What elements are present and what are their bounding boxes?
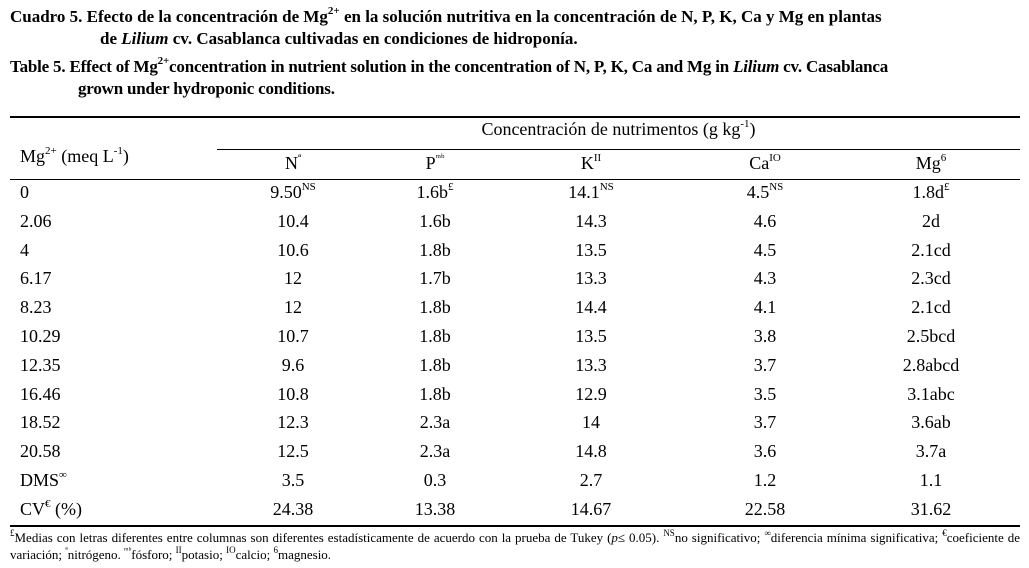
fn-sym-8: IO — [226, 544, 236, 555]
table-cell — [218, 268, 368, 289]
fn-sym-9: 6 — [273, 544, 278, 555]
cell-value: 10.4 — [277, 210, 309, 231]
cell-value: 3.6 — [753, 441, 777, 462]
table-cell — [690, 470, 840, 491]
table-cell — [690, 499, 840, 520]
table-cell — [516, 211, 666, 232]
cell-value: 3.5 — [281, 470, 305, 490]
group-header-sup: -1 — [740, 118, 750, 130]
caption-en-sup: 2+ — [157, 55, 170, 68]
table-cell — [690, 326, 840, 347]
cell-value: 14.3 — [575, 210, 607, 231]
group-header-text: Concentración de nutrimentos (g kg — [481, 119, 741, 139]
header-bottom-rule — [10, 179, 1020, 180]
cell-value: 10.7 — [277, 326, 309, 346]
table-cell — [690, 355, 840, 376]
column-header-sup: II — [593, 152, 602, 164]
fn-text-4: coeficiente de variación; — [10, 530, 1020, 562]
caption-en-lead: Table 5. Effect of Mg — [10, 57, 158, 76]
column-header-label: N — [284, 153, 298, 173]
cell-value: 10.6 — [277, 239, 309, 260]
table-cell — [856, 268, 1006, 289]
cell-value: 14.67 — [570, 498, 612, 519]
column-header-k — [516, 153, 666, 174]
cell-value: 24.38 — [272, 498, 314, 519]
table-bottom-rule — [10, 525, 1020, 527]
column-header-sup: IO — [769, 152, 781, 164]
cell-value: 2.1cd — [911, 297, 951, 318]
table-cell — [360, 499, 510, 520]
cell-value: 12.9 — [575, 383, 607, 404]
row-label-text: 20.58 — [20, 441, 61, 462]
cell-value: 14.4 — [575, 297, 607, 318]
cell-value: 3.7 — [753, 412, 777, 433]
row-label — [20, 268, 52, 289]
column-header-n — [218, 153, 368, 174]
table-cell — [856, 182, 1006, 203]
table-cell — [856, 470, 1006, 491]
row-label-text: 12.35 — [20, 354, 61, 375]
cell-value: 3.7 — [753, 354, 777, 375]
table-cell — [856, 499, 1006, 520]
cell-value: 10.8 — [277, 383, 309, 404]
footnote — [10, 529, 1020, 563]
fn-text-6: fósforo; — [131, 547, 176, 562]
caption-es-lead: Cuadro 5. Efecto de la concentración de Mg — [10, 7, 328, 26]
table-cell — [690, 240, 840, 261]
caption-en-rest: concentration in nutrient solution in the concentration of N, P, K, Ca and Mg in — [169, 57, 734, 76]
row-label-text: 2.06 — [20, 210, 52, 231]
cell-value: 31.62 — [910, 498, 952, 519]
fn-text-1b: ≤ 0.05). — [617, 530, 664, 545]
table-cell — [218, 240, 368, 261]
table-cell — [360, 297, 510, 318]
row-label — [20, 182, 29, 203]
group-header-rule — [217, 149, 1020, 150]
row-label-sup: ∞ — [59, 469, 67, 481]
cell-value: 3.7a — [915, 441, 947, 462]
table-cell — [516, 240, 666, 261]
column-header-label: K — [580, 153, 594, 173]
table-cell — [690, 182, 840, 203]
cell-value: 2.3a — [419, 412, 451, 433]
cell-value: 0.3 — [423, 470, 447, 490]
table-cell — [690, 412, 840, 433]
row-header-sup: 2+ — [45, 145, 57, 157]
table-cell — [218, 297, 368, 318]
cell-value: 13.5 — [575, 239, 607, 260]
table-cell — [218, 384, 368, 405]
cell-value: 13.38 — [414, 498, 456, 519]
caption-es-rest: en la solución nutritiva en la concentración de N, P, K, Ca y Mg en plantas — [339, 7, 882, 26]
table-cell — [856, 297, 1006, 318]
cell-value: 2.3a — [419, 441, 451, 462]
cell-value: 2.1cd — [911, 239, 951, 260]
caption-en-post: cv. Casablanca — [779, 57, 889, 76]
table-cell — [856, 211, 1006, 232]
cell-sup: NS — [301, 181, 316, 193]
table-cell — [856, 412, 1006, 433]
cell-value: 1.8b — [419, 239, 451, 260]
cell-value: 4.5 — [746, 182, 770, 202]
table-cell — [856, 326, 1006, 347]
cell-value: 2.8abcd — [902, 354, 960, 375]
table-cell — [690, 297, 840, 318]
table-cell — [360, 326, 510, 347]
table-cell — [516, 412, 666, 433]
table-cell — [516, 297, 666, 318]
fn-sym-2: NS — [663, 527, 675, 538]
table-cell — [516, 470, 666, 491]
row-label — [20, 470, 67, 491]
table-cell — [360, 182, 510, 203]
table-top-rule — [10, 116, 1020, 118]
table-cell — [516, 268, 666, 289]
row-label — [20, 499, 82, 520]
table-cell — [360, 211, 510, 232]
cell-value: 12 — [284, 268, 302, 289]
cell-value: 1.8b — [419, 354, 451, 375]
table-cell — [516, 499, 666, 520]
row-header-end: ) — [122, 146, 129, 166]
table-cell — [360, 355, 510, 376]
table-cell — [516, 384, 666, 405]
row-label — [20, 297, 52, 318]
row-label-text: 4 — [20, 239, 29, 260]
row-header-unit-sup: -1 — [113, 145, 123, 157]
table-cell — [516, 441, 666, 462]
cell-value: 1.8d — [912, 182, 944, 202]
caption-spanish — [10, 6, 1020, 50]
table-cell — [360, 268, 510, 289]
fn-text-8: calcio; — [235, 547, 274, 562]
caption-es-genus: Lilium — [121, 29, 169, 48]
row-label — [20, 384, 61, 405]
row-label-text: 16.46 — [20, 383, 61, 404]
row-label — [20, 211, 52, 232]
caption-en-line2: grown under hydroponic conditions. — [78, 79, 335, 98]
caption-es-line2-post: cv. Casablanca cultivadas en condiciones de hidroponía. — [168, 29, 578, 48]
row-label-text: 10.29 — [20, 326, 61, 346]
table-cell — [690, 268, 840, 289]
fn-sym-6: ᵐᵇ — [124, 544, 132, 555]
table-cell — [360, 441, 510, 462]
cell-value: 1.1 — [919, 470, 943, 490]
cell-value: 3.6ab — [911, 412, 951, 433]
row-label — [20, 355, 61, 376]
row-label — [20, 326, 61, 347]
column-header-label: Ca — [749, 153, 770, 173]
column-header-sup: 6 — [940, 152, 947, 164]
cell-value: 1.6b — [419, 210, 451, 231]
fn-sym-3: ∞ — [764, 527, 771, 538]
cell-value: 14.8 — [575, 441, 607, 462]
cell-value: 4.1 — [753, 297, 777, 318]
table-cell — [218, 211, 368, 232]
cell-value: 9.6 — [281, 354, 305, 375]
caption-en-genus: Lilium — [733, 57, 780, 76]
cell-value: 22.58 — [744, 498, 786, 519]
cell-value: 2.5bcd — [906, 326, 956, 346]
row-label-post: (%) — [50, 498, 82, 519]
cell-value: 1.7b — [419, 268, 451, 289]
table-cell — [218, 470, 368, 491]
table-cell — [856, 441, 1006, 462]
table-cell — [690, 211, 840, 232]
cell-value: 4.5 — [753, 239, 777, 260]
table-cell — [690, 384, 840, 405]
table-cell — [218, 412, 368, 433]
cell-value: 13.3 — [575, 268, 607, 289]
column-header-sup: ª — [297, 152, 302, 164]
cell-value: 1.8b — [419, 297, 451, 318]
fn-sym-4: € — [942, 527, 947, 538]
cell-value: 4.6 — [753, 210, 777, 231]
fn-text-3: diferencia mínima significativa; — [770, 530, 943, 545]
cell-sup: £ — [944, 181, 950, 193]
table-cell — [218, 355, 368, 376]
fn-text-1: Medias con letras diferentes entre columnas son diferentes estadísticamente de acuerdo con la prueba de Tukey ( — [14, 530, 612, 545]
fn-text-9: magnesio. — [277, 547, 332, 562]
column-header-sup: ᵐᵇ — [435, 152, 445, 164]
cell-value: 14.1 — [568, 182, 600, 202]
cell-value: 1.6b — [416, 182, 448, 202]
row-label-text: 18.52 — [20, 412, 61, 433]
cell-value: 13.5 — [575, 326, 607, 346]
row-header-text: Mg — [20, 146, 46, 166]
cell-value: 1.8b — [419, 383, 451, 404]
fn-sym-5: ª — [65, 544, 68, 555]
cell-value: 2d — [922, 210, 940, 231]
cell-sup: £ — [448, 181, 454, 193]
fn-p: p — [611, 530, 618, 545]
cell-value: 3.8 — [753, 326, 777, 346]
cell-value: 12.5 — [277, 441, 309, 462]
row-label — [20, 441, 61, 462]
fn-text-5: nitrógeno. — [67, 547, 125, 562]
cell-value: 1.2 — [753, 470, 777, 490]
row-header — [20, 146, 129, 167]
cell-sup: NS — [769, 181, 784, 193]
column-header-label: P — [425, 153, 436, 173]
cell-value: 2.7 — [579, 470, 603, 490]
table-cell — [516, 182, 666, 203]
cell-sup: NS — [599, 181, 614, 193]
caption-es-line2 — [10, 28, 1020, 50]
cell-value: 9.50 — [270, 182, 302, 202]
table-cell — [360, 240, 510, 261]
cell-value: 14 — [582, 412, 600, 433]
caption-es-line2-pre: de — [100, 29, 122, 48]
cell-value: 2.3cd — [911, 268, 951, 289]
table-cell — [856, 355, 1006, 376]
fn-sym-1: £ — [10, 527, 15, 538]
cell-value: 4.3 — [753, 268, 777, 289]
fn-text-2: no significativo; — [674, 530, 765, 545]
row-label-sup: € — [45, 497, 51, 510]
column-header-ca — [690, 153, 840, 174]
table-cell — [360, 412, 510, 433]
row-label-text: 6.17 — [20, 268, 52, 289]
table-cell — [218, 499, 368, 520]
table-cell — [218, 182, 368, 203]
group-header — [217, 119, 1020, 140]
fn-sym-7: II — [175, 544, 182, 555]
cell-value: 12.3 — [277, 412, 309, 433]
table-cell — [218, 441, 368, 462]
table-cell — [360, 384, 510, 405]
group-header-end: ) — [749, 119, 756, 139]
row-header-unit: (meq L — [56, 146, 114, 166]
caption-es-sup: 2+ — [327, 5, 340, 18]
table-cell — [360, 470, 510, 491]
cell-value: 13.3 — [575, 354, 607, 375]
column-header-label: Mg — [915, 153, 941, 173]
column-header-mg — [856, 153, 1006, 174]
column-header-p — [360, 153, 510, 174]
row-label-text: 0 — [20, 182, 29, 202]
cell-value: 3.1abc — [907, 383, 955, 404]
row-label — [20, 412, 61, 433]
row-label-text: 8.23 — [20, 297, 52, 318]
row-label-text: DMS — [20, 470, 60, 490]
table-cell — [856, 240, 1006, 261]
cell-value: 3.5 — [753, 383, 777, 404]
fn-text-7: potasio; — [181, 547, 227, 562]
cell-value: 12 — [284, 297, 302, 318]
cell-value: 1.8b — [419, 326, 451, 346]
table-cell — [856, 384, 1006, 405]
row-label-text: CV — [20, 498, 46, 519]
caption-english — [10, 56, 1020, 100]
table-cell — [690, 441, 840, 462]
row-label — [20, 240, 29, 261]
table-cell — [218, 326, 368, 347]
table-cell — [516, 355, 666, 376]
table-cell — [516, 326, 666, 347]
